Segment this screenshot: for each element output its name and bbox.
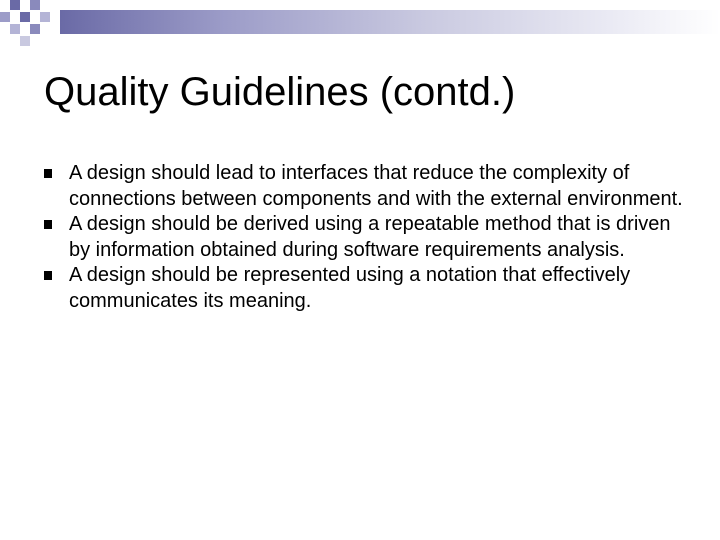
deco-square [0, 12, 10, 22]
square-bullet-icon [44, 271, 52, 280]
deco-square [20, 36, 30, 46]
deco-square [40, 12, 50, 22]
deco-square [30, 0, 40, 10]
bullet-text: A design should lead to interfaces that reduce the complexity of connections between components and with the external environment. [69, 162, 683, 210]
bullet-item [44, 263, 694, 314]
square-bullet-icon [44, 169, 52, 178]
deco-square [30, 24, 40, 34]
bullet-text: A design should be derived using a repeatable method that is driven by information obtained during software requirements analysis. [69, 213, 671, 261]
header-band [60, 10, 720, 34]
bullet-text: A design should be represented using a notation that effectively communicates its meaning. [69, 264, 631, 312]
square-bullet-icon [44, 220, 52, 229]
decorative-squares [0, 0, 60, 50]
deco-square [20, 12, 30, 22]
bullet-item [44, 212, 694, 263]
deco-square [10, 0, 20, 10]
bullet-item [44, 161, 694, 212]
bullet-list [44, 161, 694, 314]
deco-square [10, 24, 20, 34]
slide-title: Quality Guidelines (contd.) [44, 70, 516, 114]
